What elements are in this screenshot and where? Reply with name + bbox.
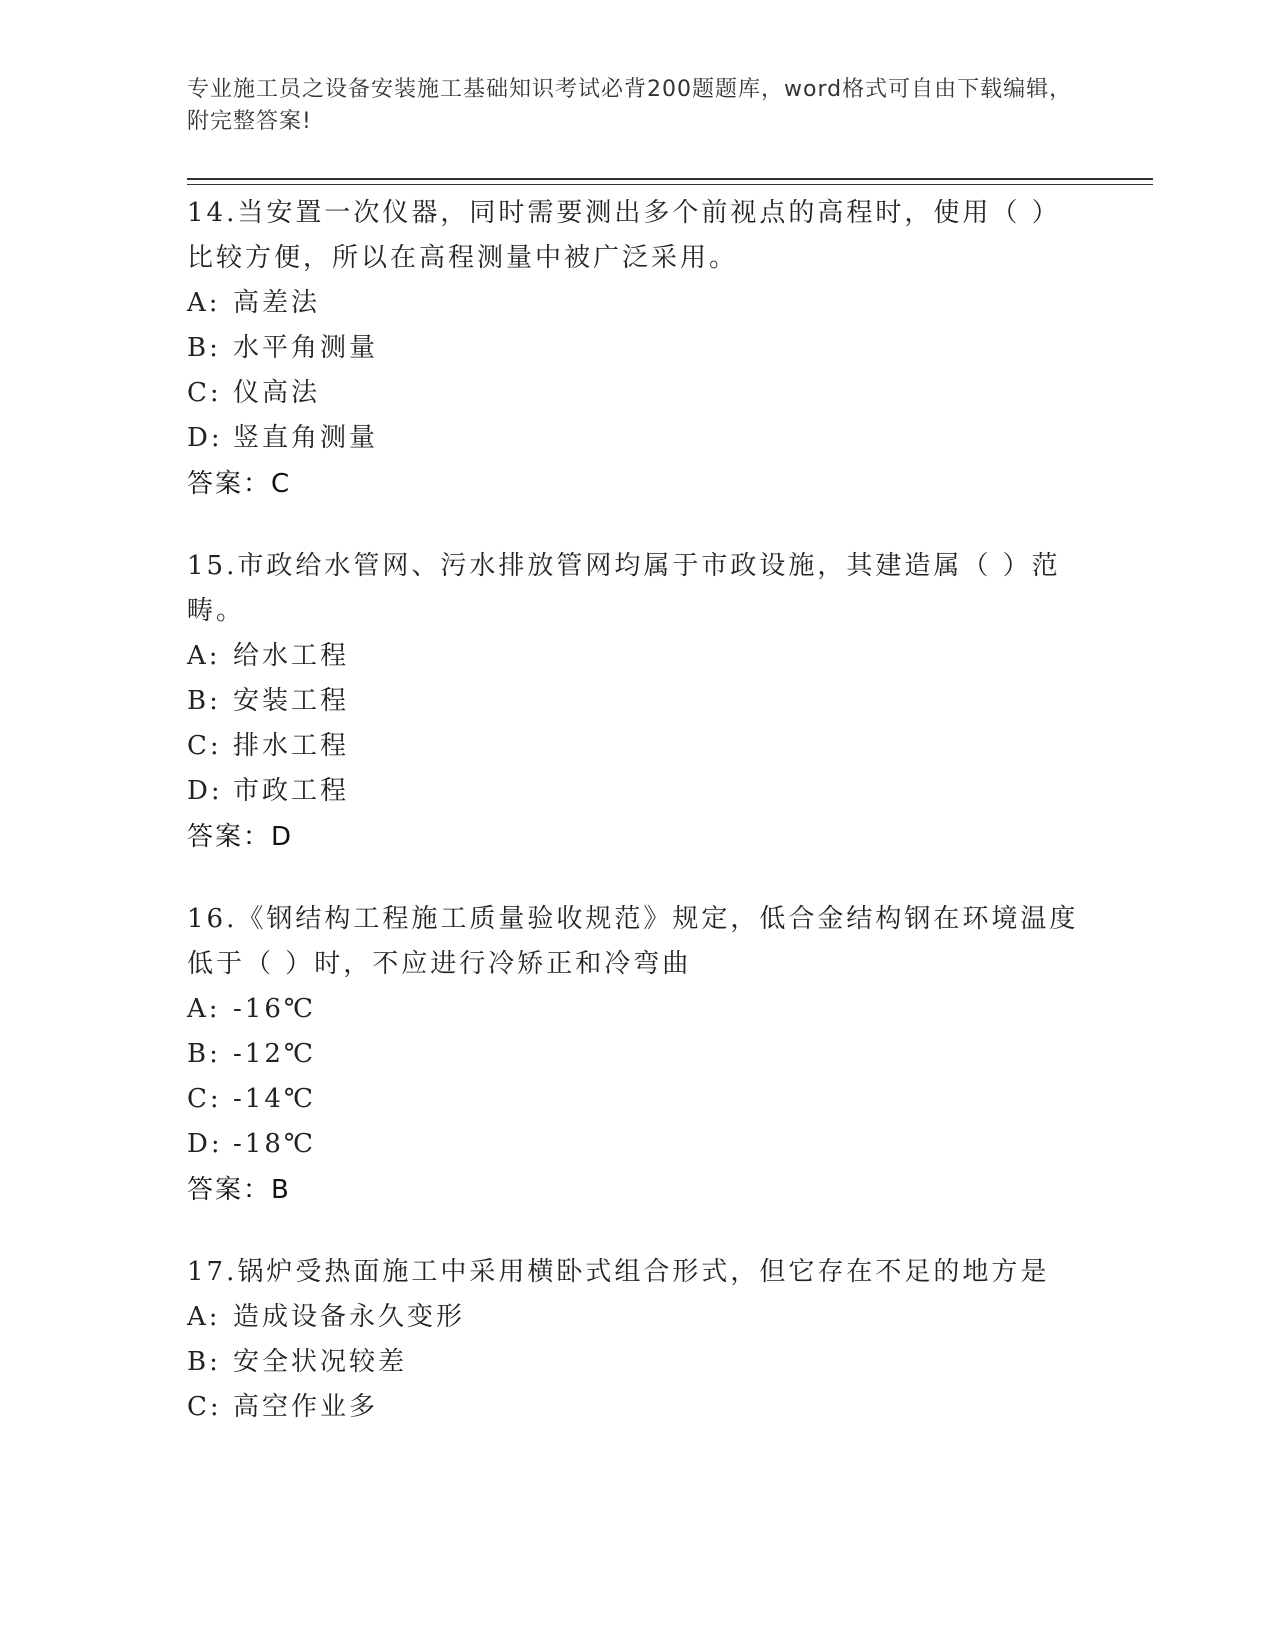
option-c <box>187 724 1087 769</box>
option-key: B: <box>187 1347 221 1377</box>
option-text: 水平角测量 <box>233 333 379 363</box>
option-text: 高空作业多 <box>233 1392 379 1422</box>
option-text: 安全状况较差 <box>233 1347 408 1377</box>
option-text: -18℃ <box>233 1129 316 1159</box>
option-b <box>187 1340 1087 1385</box>
option-key: D: <box>187 1129 223 1159</box>
option-a <box>187 634 1087 679</box>
option-text: 给水工程 <box>233 641 350 671</box>
question-15 <box>187 544 1087 860</box>
question-stem: 15.市政给水管网、污水排放管网均属于市政设施，其建造属（ ）范畴。 <box>187 551 1061 626</box>
option-d <box>187 416 1087 461</box>
option-key: C: <box>187 731 222 761</box>
option-b <box>187 326 1087 371</box>
question-14 <box>187 191 1087 507</box>
header-divider-thick <box>187 178 1153 180</box>
option-a <box>187 1295 1087 1340</box>
option-key: A: <box>187 288 221 318</box>
option-key: B: <box>187 1039 221 1069</box>
option-key: D: <box>187 776 223 806</box>
option-b <box>187 1032 1087 1077</box>
option-c <box>187 371 1087 416</box>
option-text: 安装工程 <box>233 686 350 716</box>
option-a <box>187 281 1087 326</box>
option-text: 仪高法 <box>233 378 321 408</box>
document-header: 专业施工员之设备安装施工基础知识考试必背200题题库，word格式可自由下载编辑，附完整答案! <box>187 77 1073 134</box>
question-list <box>187 191 1087 1467</box>
option-text: -12℃ <box>233 1039 316 1069</box>
option-key: B: <box>187 686 221 716</box>
option-text: -14℃ <box>233 1084 316 1114</box>
option-key: B: <box>187 333 221 363</box>
option-text: 造成设备永久变形 <box>233 1302 466 1332</box>
option-b <box>187 679 1087 724</box>
option-text: 市政工程 <box>233 776 350 806</box>
question-stem: 17.锅炉受热面施工中采用横卧式组合形式，但它存在不足的地方是 <box>187 1257 1050 1287</box>
question-stem: 16.《钢结构工程施工质量验收规范》规定，低合金结构钢在环境温度低于（ ）时，不应进行冷矫正和冷弯曲 <box>187 904 1079 979</box>
option-key: A: <box>187 994 221 1024</box>
option-text: 竖直角测量 <box>233 423 379 453</box>
option-key: A: <box>187 1302 221 1332</box>
question-16 <box>187 897 1087 1213</box>
option-c <box>187 1385 1087 1430</box>
option-text: 排水工程 <box>233 731 350 761</box>
option-d <box>187 769 1087 814</box>
option-d <box>187 1122 1087 1167</box>
option-key: C: <box>187 1392 222 1422</box>
option-c <box>187 1077 1087 1122</box>
header-divider-thin <box>187 184 1153 185</box>
answer-label: 答案：D <box>187 822 294 852</box>
option-key: A: <box>187 641 221 671</box>
answer-label: 答案：C <box>187 469 292 499</box>
question-17 <box>187 1250 1087 1430</box>
option-key: D: <box>187 423 223 453</box>
option-text: -16℃ <box>233 994 316 1024</box>
answer-label: 答案：B <box>187 1175 291 1205</box>
option-key: C: <box>187 378 222 408</box>
option-key: C: <box>187 1084 222 1114</box>
option-a <box>187 987 1087 1032</box>
question-stem: 14.当安置一次仪器，同时需要测出多个前视点的高程时，使用（ ）比较方便，所以在高程测量中被广泛采用。 <box>187 198 1061 273</box>
option-text: 高差法 <box>233 288 321 318</box>
